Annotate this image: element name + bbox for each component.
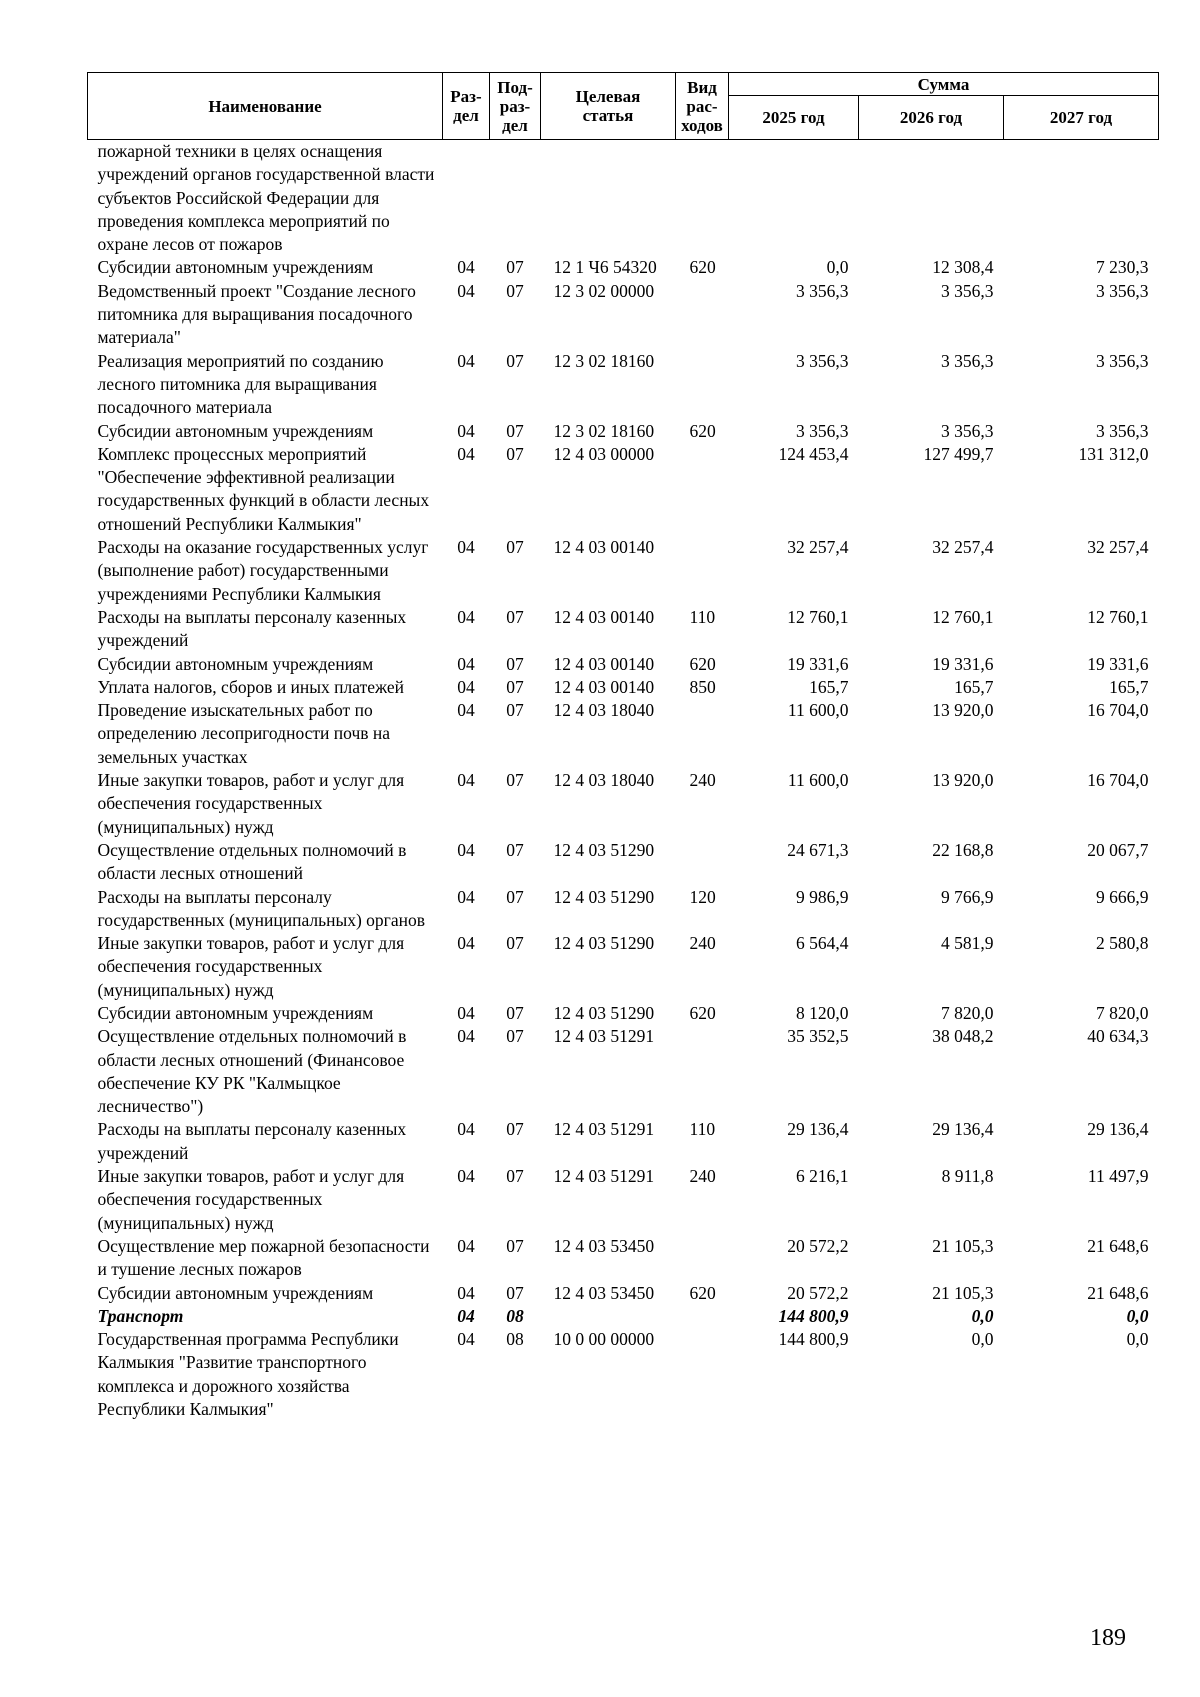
row-sum-2026: 19 331,6 xyxy=(932,653,994,674)
table-row xyxy=(88,676,1159,699)
row-vid-rashodov: 620 xyxy=(689,653,716,674)
table-row xyxy=(88,350,1159,420)
row-razdel: 04 xyxy=(457,350,475,371)
row-sum-2027: 29 136,4 xyxy=(1087,1119,1149,1140)
row-sum-2025: 124 453,4 xyxy=(778,443,849,464)
row-sum-2027: 19 331,6 xyxy=(1087,653,1149,674)
row-celevaya-statya: 12 4 03 53450 xyxy=(553,1282,655,1303)
row-vid-rashodov xyxy=(676,1305,729,1328)
row-sum-2027: 7 230,3 xyxy=(1096,257,1149,278)
row-name: Субсидии автономным учреждениям xyxy=(97,653,374,674)
row-sum-2027: 0,0 xyxy=(1126,1305,1149,1326)
row-name: Государственная программа Республики Калмыкия "Развитие транспортного комплекса и дорожного хозяйства Республики Калмыкия" xyxy=(97,1329,399,1420)
row-sum-2026: 38 048,2 xyxy=(932,1026,994,1047)
row-sum-2025: 9 986,9 xyxy=(796,886,849,907)
row-celevaya-statya: 12 4 03 00140 xyxy=(553,537,655,558)
row-sum-2026: 9 766,9 xyxy=(941,886,994,907)
row-vid-rashodov: 620 xyxy=(689,1002,716,1023)
row-sum-2026: 7 820,0 xyxy=(941,1002,994,1023)
row-sum-2027: 3 356,3 xyxy=(1096,350,1149,371)
row-celevaya-statya: 12 4 03 51290 xyxy=(553,933,655,954)
row-sum-2025: 165,7 xyxy=(809,676,849,697)
row-sum-2025: 6 564,4 xyxy=(796,933,849,954)
row-celevaya-statya: 12 3 02 00000 xyxy=(553,280,655,301)
row-vid-rashodov: 240 xyxy=(689,1166,716,1187)
row-name: Иные закупки товаров, работ и услуг для обеспечения государственных (муниципальных) нужд xyxy=(97,770,405,837)
row-vid-rashodov xyxy=(676,280,729,350)
row-razdel: 04 xyxy=(457,443,475,464)
table-row xyxy=(88,606,1159,653)
row-sum-2027: 21 648,6 xyxy=(1087,1282,1149,1303)
row-sum-2027: 40 634,3 xyxy=(1087,1026,1149,1047)
table-row xyxy=(88,699,1159,769)
row-name: Субсидии автономным учреждениям xyxy=(97,1282,374,1303)
table-row xyxy=(88,886,1159,933)
row-sum-2026: 127 499,7 xyxy=(923,443,994,464)
row-sum-2026: 3 356,3 xyxy=(941,280,994,301)
row-razdel: 04 xyxy=(457,1235,475,1256)
header-razdel: Раз- дел xyxy=(443,73,490,140)
row-podrazdel: 07 xyxy=(506,537,524,558)
row-name: Расходы на оказание государственных услуг (выполнение работ) государственными учреждениями Республики Калмыкия xyxy=(97,537,429,604)
row-razdel: 04 xyxy=(457,886,475,907)
row-razdel: 04 xyxy=(457,1119,475,1140)
table-row xyxy=(88,420,1159,443)
row-podrazdel: 07 xyxy=(506,700,524,721)
row-razdel: 04 xyxy=(457,1166,475,1187)
row-celevaya-statya: 12 1 Ч6 54320 xyxy=(553,257,657,278)
budget-table xyxy=(87,72,1159,1421)
row-name: Проведение изыскательных работ по определению лесопригодности почв на земельных участках xyxy=(97,700,391,767)
table-row xyxy=(88,1305,1159,1328)
row-celevaya-statya: 12 4 03 53450 xyxy=(553,1235,655,1256)
table-row xyxy=(88,1118,1159,1165)
row-name: Ведомственный проект "Создание лесного питомника для выращивания посадочного материала" xyxy=(97,280,416,348)
table-header xyxy=(88,73,1159,140)
row-podrazdel: 07 xyxy=(506,280,524,301)
row-sum-2025: 0,0 xyxy=(826,257,849,278)
row-sum-2026: 32 257,4 xyxy=(932,537,994,558)
row-podrazdel: 08 xyxy=(506,1329,524,1350)
row-sum-2027: 11 497,9 xyxy=(1087,1166,1149,1187)
row-name: Расходы на выплаты персоналу государственных (муниципальных) органов xyxy=(97,886,426,930)
row-name: Иные закупки товаров, работ и услуг для обеспечения государственных (муниципальных) нужд xyxy=(97,1166,405,1233)
row-sum-2026: 0,0 xyxy=(971,1305,994,1326)
row-sum-2026: 12 760,1 xyxy=(932,606,994,627)
row-razdel: 04 xyxy=(457,653,475,674)
row-sum-2025: 32 257,4 xyxy=(787,537,849,558)
row-sum-2025: 24 671,3 xyxy=(787,839,849,860)
table-row xyxy=(88,653,1159,676)
header-celevaya-statya: Целевая статья xyxy=(541,73,676,140)
row-sum-2025: 35 352,5 xyxy=(787,1026,849,1047)
row-podrazdel xyxy=(490,140,541,257)
row-vid-rashodov xyxy=(676,350,729,420)
row-podrazdel: 07 xyxy=(506,676,524,697)
row-name: Осуществление мер пожарной безопасности и тушение лесных пожаров xyxy=(97,1235,430,1280)
row-sum-2027: 9 666,9 xyxy=(1096,886,1149,907)
row-celevaya-statya xyxy=(541,1305,676,1328)
row-celevaya-statya: 10 0 00 00000 xyxy=(553,1329,655,1350)
row-sum-2025: 12 760,1 xyxy=(787,606,849,627)
row-razdel: 04 xyxy=(457,537,475,558)
row-podrazdel: 07 xyxy=(506,933,524,954)
row-sum-2027: 16 704,0 xyxy=(1087,770,1149,791)
row-sum-2026: 13 920,0 xyxy=(932,770,994,791)
row-vid-rashodov xyxy=(676,1235,729,1282)
table-row xyxy=(88,536,1159,606)
row-sum-2026: 8 911,8 xyxy=(941,1166,994,1187)
header-2025: 2025 год xyxy=(729,96,859,140)
row-celevaya-statya: 12 4 03 00000 xyxy=(553,443,655,464)
row-vid-rashodov xyxy=(676,443,729,536)
row-name: пожарной техники в целях оснащения учреждений органов государственной власти субъектов Российской Федерации для проведения комплекса мероприятий по охране лесов от пожаров xyxy=(97,141,435,255)
row-vid-rashodov xyxy=(676,1025,729,1118)
table-row xyxy=(88,280,1159,350)
row-podrazdel: 07 xyxy=(506,1282,524,1303)
row-name: Иные закупки товаров, работ и услуг для обеспечения государственных (муниципальных) нужд xyxy=(97,933,405,1000)
row-sum-2025: 20 572,2 xyxy=(787,1282,849,1303)
row-sum-2027: 0,0 xyxy=(1126,1329,1149,1350)
row-name: Осуществление отдельных полномочий в области лесных отношений xyxy=(97,839,407,884)
row-podrazdel: 07 xyxy=(506,1235,524,1256)
table-row xyxy=(88,1165,1159,1235)
row-podrazdel: 07 xyxy=(506,886,524,907)
table-row xyxy=(88,932,1159,1002)
table-row xyxy=(88,256,1159,279)
row-celevaya-statya: 12 3 02 18160 xyxy=(553,420,655,441)
row-razdel: 04 xyxy=(457,257,475,278)
row-celevaya-statya: 12 4 03 51290 xyxy=(553,1002,655,1023)
row-razdel: 04 xyxy=(457,933,475,954)
row-sum-2026: 4 581,9 xyxy=(941,933,994,954)
row-razdel: 04 xyxy=(457,770,475,791)
row-sum-2026: 22 168,8 xyxy=(932,839,994,860)
table-row xyxy=(88,443,1159,536)
row-sum-2025: 144 800,9 xyxy=(778,1305,849,1326)
row-sum-2026: 0,0 xyxy=(971,1329,994,1350)
row-celevaya-statya: 12 4 03 51290 xyxy=(553,886,655,907)
row-sum-2027: 2 580,8 xyxy=(1096,933,1149,954)
table-body xyxy=(88,140,1159,1422)
row-name: Субсидии автономным учреждениям xyxy=(97,257,374,278)
row-vid-rashodov: 620 xyxy=(689,1282,716,1303)
row-name: Субсидии автономным учреждениям xyxy=(97,1002,374,1023)
row-celevaya-statya: 12 3 02 18160 xyxy=(553,350,655,371)
row-vid-rashodov xyxy=(676,1328,729,1421)
row-sum-2027: 7 820,0 xyxy=(1096,1002,1149,1023)
row-podrazdel: 07 xyxy=(506,1026,524,1047)
row-celevaya-statya: 12 4 03 00140 xyxy=(553,653,655,674)
row-vid-rashodov xyxy=(676,140,729,257)
row-vid-rashodov: 240 xyxy=(689,770,716,791)
row-razdel: 04 xyxy=(457,839,475,860)
row-razdel: 04 xyxy=(457,700,475,721)
row-sum-2025: 3 356,3 xyxy=(796,280,849,301)
row-name: Расходы на выплаты персоналу казенных учреждений xyxy=(97,606,407,651)
row-podrazdel: 07 xyxy=(506,350,524,371)
row-vid-rashodov xyxy=(676,839,729,886)
row-podrazdel: 07 xyxy=(506,653,524,674)
table-row xyxy=(88,1025,1159,1118)
row-sum-2026: 21 105,3 xyxy=(932,1282,994,1303)
row-sum-2027: 20 067,7 xyxy=(1087,839,1149,860)
table-row xyxy=(88,1002,1159,1025)
row-podrazdel: 07 xyxy=(506,839,524,860)
budget-table-page xyxy=(87,72,1158,1421)
row-celevaya-statya xyxy=(541,140,676,257)
row-podrazdel: 08 xyxy=(506,1305,524,1326)
row-name: Осуществление отдельных полномочий в области лесных отношений (Финансовое обеспечение КУ РК "Калмыцкое лесничество") xyxy=(97,1026,407,1117)
row-celevaya-statya: 12 4 03 51291 xyxy=(553,1119,655,1140)
row-razdel: 04 xyxy=(457,1305,475,1326)
row-podrazdel: 07 xyxy=(506,1166,524,1187)
row-razdel: 04 xyxy=(457,280,475,301)
row-sum-2025: 29 136,4 xyxy=(787,1119,849,1140)
row-razdel: 04 xyxy=(457,1026,475,1047)
row-sum-2025: 144 800,9 xyxy=(778,1329,849,1350)
row-name: Субсидии автономным учреждениям xyxy=(97,420,374,441)
row-podrazdel: 07 xyxy=(506,443,524,464)
row-name: Расходы на выплаты персоналу казенных учреждений xyxy=(97,1119,407,1163)
header-vid-rashodov: Вид рас- ходов xyxy=(676,73,729,140)
row-sum-2027: 12 760,1 xyxy=(1087,606,1149,627)
row-sum-2027: 131 312,0 xyxy=(1078,443,1149,464)
row-celevaya-statya: 12 4 03 51290 xyxy=(553,839,655,860)
row-sum-2025: 3 356,3 xyxy=(796,350,849,371)
row-name: Комплекс процессных мероприятий "Обеспечение эффективной реализации государственных функций в области лесных отношений Республики Калмыкия" xyxy=(97,443,430,534)
row-podrazdel: 07 xyxy=(506,770,524,791)
row-celevaya-statya: 12 4 03 00140 xyxy=(553,606,655,627)
row-podrazdel: 07 xyxy=(506,606,524,627)
row-sum-2026: 29 136,4 xyxy=(932,1119,994,1140)
row-celevaya-statya: 12 4 03 18040 xyxy=(553,700,655,721)
header-summa: Сумма xyxy=(729,73,1159,96)
row-name: Транспорт xyxy=(97,1305,184,1326)
row-sum-2027: 165,7 xyxy=(1109,676,1149,697)
header-name: Наименование xyxy=(88,73,443,140)
row-razdel: 04 xyxy=(457,1282,475,1303)
row-sum-2026: 12 308,4 xyxy=(932,257,994,278)
row-sum-2025: 3 356,3 xyxy=(796,420,849,441)
row-sum-2025: 11 600,0 xyxy=(787,770,849,791)
row-sum-2025 xyxy=(729,140,859,257)
row-sum-2026: 165,7 xyxy=(954,676,994,697)
row-sum-2027: 21 648,6 xyxy=(1087,1235,1149,1256)
row-sum-2026: 21 105,3 xyxy=(932,1235,994,1256)
table-row xyxy=(88,769,1159,839)
row-sum-2027 xyxy=(1004,140,1159,257)
row-vid-rashodov xyxy=(676,536,729,606)
row-vid-rashodov: 850 xyxy=(689,676,716,697)
row-sum-2025: 11 600,0 xyxy=(787,700,849,721)
row-sum-2027: 16 704,0 xyxy=(1087,700,1149,721)
row-razdel: 04 xyxy=(457,606,475,627)
header-2027: 2027 год xyxy=(1004,96,1159,140)
row-sum-2027: 3 356,3 xyxy=(1096,420,1149,441)
row-sum-2025: 8 120,0 xyxy=(796,1002,849,1023)
row-vid-rashodov xyxy=(676,699,729,769)
row-razdel: 04 xyxy=(457,1002,475,1023)
row-podrazdel: 07 xyxy=(506,1002,524,1023)
row-celevaya-statya: 12 4 03 00140 xyxy=(553,676,655,697)
row-vid-rashodov: 110 xyxy=(689,606,716,627)
header-2026: 2026 год xyxy=(859,96,1004,140)
row-vid-rashodov: 110 xyxy=(689,1119,716,1140)
row-celevaya-statya: 12 4 03 51291 xyxy=(553,1166,655,1187)
row-name: Уплата налогов, сборов и иных платежей xyxy=(97,676,404,697)
row-celevaya-statya: 12 4 03 51291 xyxy=(553,1026,655,1047)
row-podrazdel: 07 xyxy=(506,420,524,441)
table-row xyxy=(88,1235,1159,1282)
row-podrazdel: 07 xyxy=(506,1119,524,1140)
row-sum-2025: 20 572,2 xyxy=(787,1235,849,1256)
row-sum-2027: 32 257,4 xyxy=(1087,537,1149,558)
row-podrazdel: 07 xyxy=(506,257,524,278)
row-sum-2026 xyxy=(859,140,1004,257)
row-vid-rashodov: 240 xyxy=(689,933,716,954)
row-razdel xyxy=(443,140,490,257)
page-number: 189 xyxy=(1090,1625,1126,1651)
row-sum-2027: 3 356,3 xyxy=(1096,280,1149,301)
row-sum-2025: 6 216,1 xyxy=(796,1166,849,1187)
header-podrazdel: Под- раз- дел xyxy=(490,73,541,140)
row-name: Реализация мероприятий по созданию лесного питомника для выращивания посадочного материала xyxy=(97,350,384,418)
table-row xyxy=(88,1282,1159,1305)
table-row xyxy=(88,1328,1159,1421)
row-sum-2026: 3 356,3 xyxy=(941,350,994,371)
row-celevaya-statya: 12 4 03 18040 xyxy=(553,770,655,791)
row-vid-rashodov: 120 xyxy=(689,886,716,907)
row-razdel: 04 xyxy=(457,1329,475,1350)
row-sum-2026: 3 356,3 xyxy=(941,420,994,441)
row-sum-2026: 13 920,0 xyxy=(932,700,994,721)
table-row xyxy=(88,839,1159,886)
row-vid-rashodov: 620 xyxy=(689,420,716,441)
row-vid-rashodov: 620 xyxy=(689,257,716,278)
row-sum-2025: 19 331,6 xyxy=(787,653,849,674)
row-razdel: 04 xyxy=(457,420,475,441)
table-row xyxy=(88,140,1159,257)
row-razdel: 04 xyxy=(457,676,475,697)
